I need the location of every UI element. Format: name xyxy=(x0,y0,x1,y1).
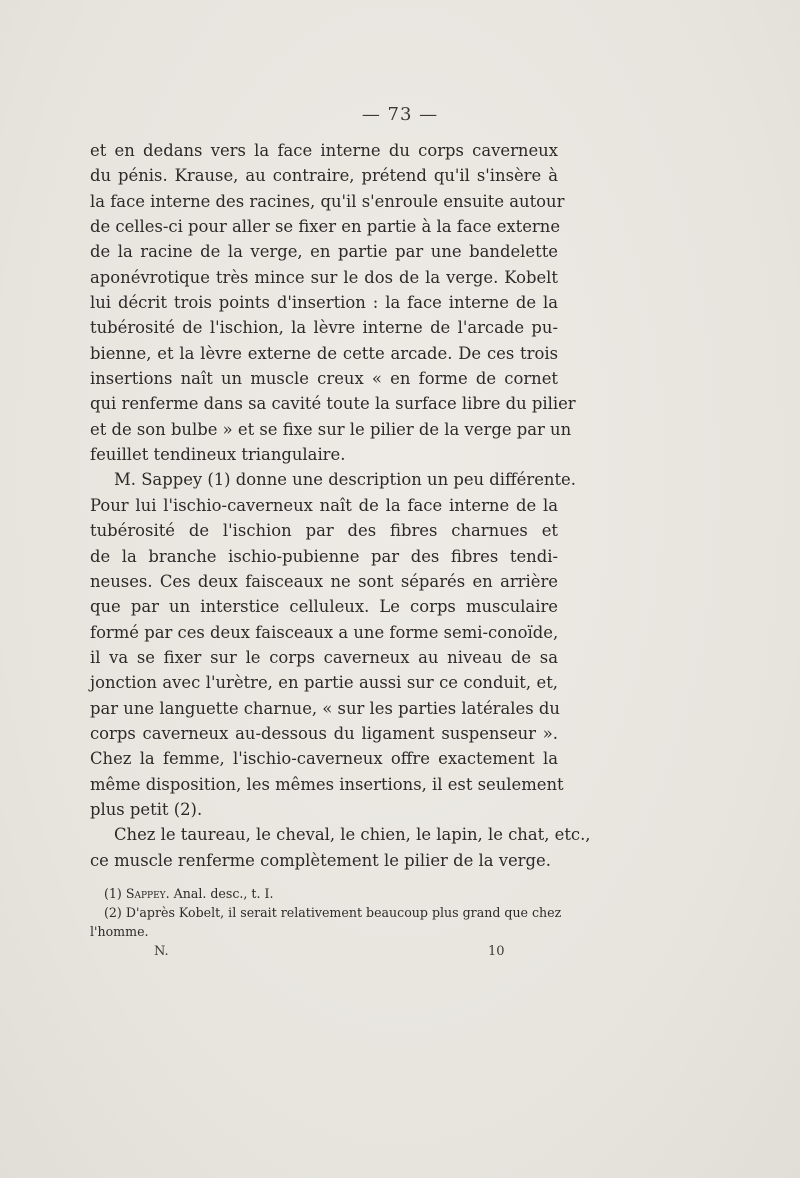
body-line: de celles-ci pour aller se fixer en partie à la face externe xyxy=(90,217,561,237)
footnote-1-author: Sappey xyxy=(125,886,166,901)
body-line: qui renferme dans sa cavité toute la surface libre du pilier xyxy=(90,394,576,414)
body-line: formé par ces deux faisceaux a une forme semi-conoïde, xyxy=(90,622,559,642)
footnote-2-line-1: (2) D'après Kobelt, il serait relativement beaucoup plus grand que chez xyxy=(104,905,562,920)
body-line: feuillet tendineux triangulaire. xyxy=(90,445,346,465)
body-line: par une languette charnue, « sur les parties latérales du xyxy=(90,698,560,718)
body-line: insertions naît un muscle creux « en forme de cornet xyxy=(90,369,558,389)
body-line: Pour lui l'ischio-caverneux naît de la face interne de la xyxy=(90,495,558,515)
signature-number: 10 xyxy=(488,944,505,959)
body-line: tubérosité de l'ischion par des fibres charnues et xyxy=(90,521,558,541)
footnote-1-text: . Anal. desc., t. I. xyxy=(165,886,274,901)
body-line: aponévrotique très mince sur le dos de la verge. Kobelt xyxy=(90,267,558,287)
body-line: même disposition, les mêmes insertions, il est seulement xyxy=(90,774,564,794)
page-number: — 73 — xyxy=(361,104,439,125)
footnotes xyxy=(90,884,562,941)
footnote-1 xyxy=(90,884,558,903)
body-line: plus petit (2). xyxy=(90,799,203,819)
body-line: il va se fixer sur le corps caverneux au niveau de sa xyxy=(90,647,558,667)
body-line: tubérosité de l'ischion, la lèvre interne de l'arcade pu- xyxy=(90,318,558,338)
body-line: corps caverneux au-dessous du ligament suspenseur ». xyxy=(90,723,558,743)
body-line: et de son bulbe » et se fixe sur le pilier de la verge par un xyxy=(90,419,572,439)
body-line: lui décrit trois points d'insertion : la face interne de la xyxy=(90,293,558,313)
body-line: que par un interstice celluleux. Le corps musculaire xyxy=(90,597,558,617)
footnote-1-marker: (1) xyxy=(104,886,122,901)
body-line: neuses. Ces deux faisceaux ne sont séparés en arrière xyxy=(90,571,558,591)
body-line: de la racine de la verge, en partie par une bandelette xyxy=(90,242,558,262)
footnote-2-line-2: l'homme. xyxy=(90,924,149,939)
body-line: bienne, et la lèvre externe de cette arcade. De ces trois xyxy=(90,343,558,363)
body-line: de la branche ischio-pubienne par des fibres tendi- xyxy=(90,546,558,566)
body-line: du pénis. Krause, au contraire, prétend qu'il s'insère à xyxy=(90,166,558,186)
body-text xyxy=(90,138,591,873)
body-line: jonction avec l'urètre, en partie aussi sur ce conduit, et, xyxy=(90,673,558,693)
body-line: la face interne des racines, qu'il s'enroule ensuite autour xyxy=(90,191,565,211)
body-line: Chez le taureau, le cheval, le chien, le lapin, le chat, etc., xyxy=(114,825,591,845)
body-line: Chez la femme, l'ischio-caverneux offre exactement la xyxy=(90,749,558,769)
body-line: et en dedans vers la face interne du corps caverneux xyxy=(90,141,558,160)
signature-letter: N. xyxy=(154,944,169,959)
body-line: ce muscle renferme complètement le pilier de la verge. xyxy=(90,850,551,870)
body-line: M. Sappey (1) donne une description un peu différente. xyxy=(114,470,576,490)
